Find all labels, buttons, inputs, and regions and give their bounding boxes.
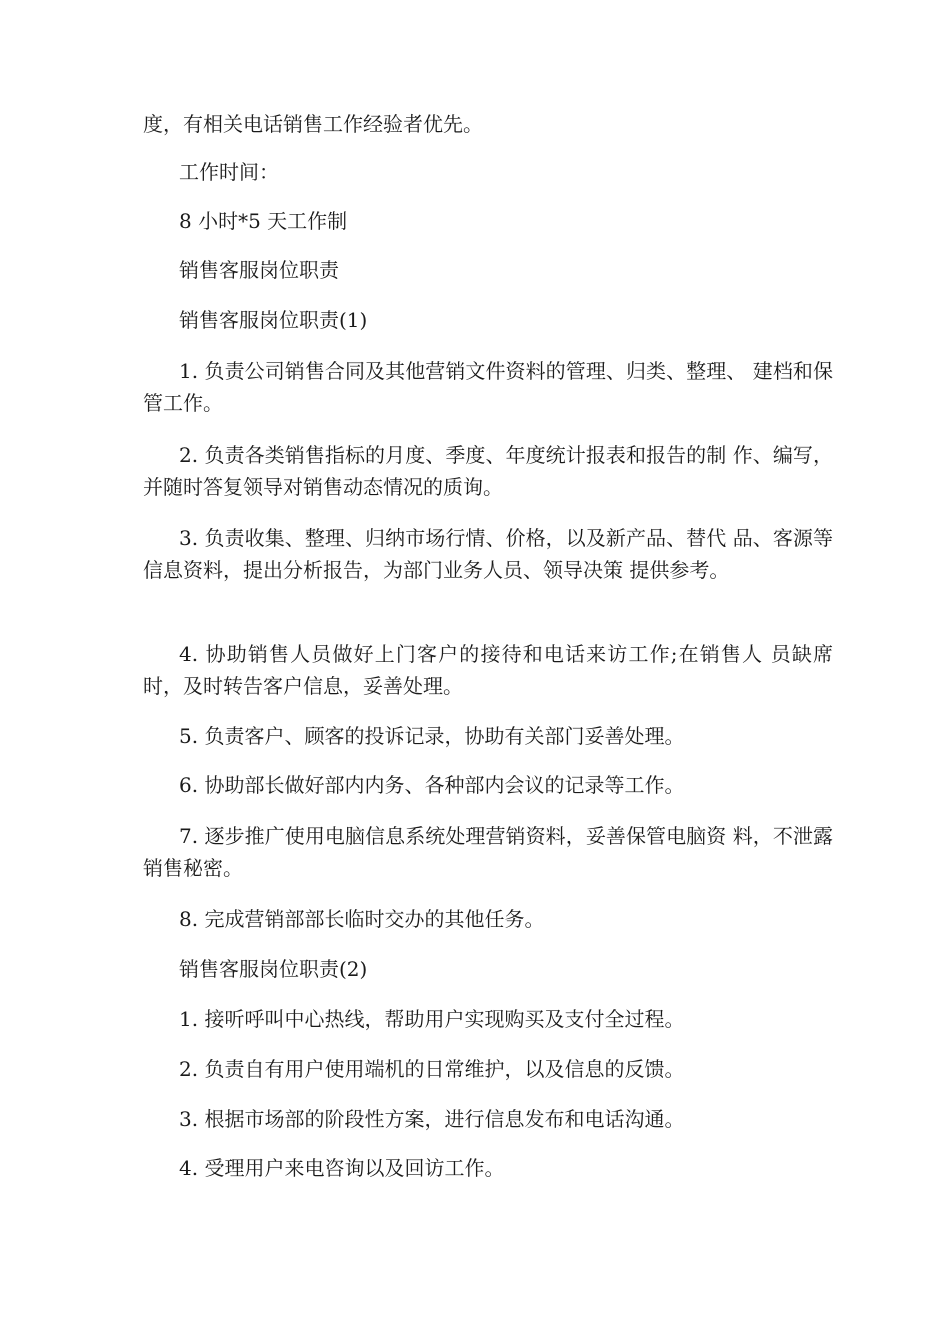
subsection-heading-2: 销售客服岗位职责(2) (179, 957, 368, 981)
list-item: 4. 协助销售人员做好上门客户的接待和电话来访工作;在销售人 员缺席时，及时转告客户信息，妥善处理。 (143, 642, 833, 698)
list-item: 1. 接听呼叫中心热线，帮助用户实现购买及支付全过程。 (179, 1007, 685, 1031)
paragraph-continuation: 度，有相关电话销售工作经验者优先。 (143, 112, 483, 136)
list-item: 8. 完成营销部部长临时交办的其他任务。 (179, 907, 545, 931)
list-item: 7. 逐步推广使用电脑信息系统处理营销资料，妥善保管电脑资 料，不泄露销售秘密。 (143, 824, 833, 880)
list-item: 5. 负责客户、顾客的投诉记录，协助有关部门妥善处理。 (179, 724, 685, 748)
subsection-heading-1: 销售客服岗位职责(1) (179, 308, 368, 332)
paragraph-work-schedule: 8 小时*5 天工作制 (179, 209, 348, 233)
list-item: 2. 负责自有用户使用端机的日常维护，以及信息的反馈。 (179, 1057, 685, 1081)
paragraph-work-time-label: 工作时间： (179, 160, 279, 184)
list-item: 2. 负责各类销售指标的月度、季度、年度统计报表和报告的制 作、编写，并随时答复领导对销售动态情况的质询。 (143, 443, 833, 499)
section-heading: 销售客服岗位职责 (179, 258, 339, 282)
list-item: 4. 受理用户来电咨询以及回访工作。 (179, 1156, 505, 1180)
list-item: 1. 负责公司销售合同及其他营销文件资料的管理、归类、整理、 建档和保管工作。 (143, 359, 833, 415)
list-item: 6. 协助部长做好部内内务、各种部内会议的记录等工作。 (179, 773, 685, 797)
list-item: 3. 根据市场部的阶段性方案，进行信息发布和电话沟通。 (179, 1107, 685, 1131)
list-item: 3. 负责收集、整理、归纳市场行情、价格，以及新产品、替代 品、客源等信息资料，提出分析报告，为部门业务人员、领导决策 提供参考。 (143, 526, 833, 582)
